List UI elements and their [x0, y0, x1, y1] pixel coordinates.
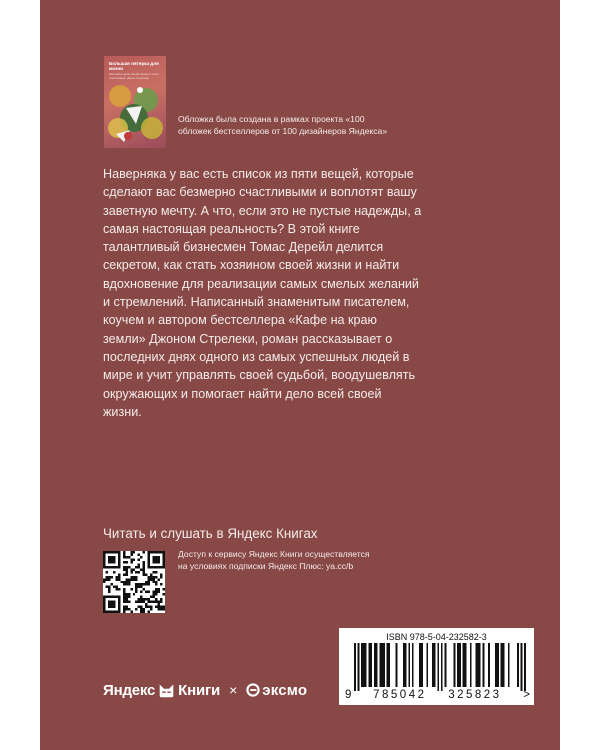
read-heading: Читать и слушать в Яндекс Книгах	[103, 526, 318, 541]
qr-code[interactable]	[103, 551, 165, 613]
thumbnail-title: Большая пятерка для жизни	[109, 61, 159, 72]
cat-icon	[158, 682, 175, 699]
isbn-barcode-box	[339, 628, 534, 705]
barcode-digits	[345, 689, 530, 701]
knigi-logo-text: Книги	[178, 681, 221, 699]
thumbnail-subtitle: Как найти дело своей жизни и стать счастливым. Джон Стрелеки	[109, 72, 160, 80]
access-text: Доступ к сервису Яндекс Книги осуществляется на условиях подписки Яндекс Плюс: ya.cc/b	[178, 549, 370, 571]
publisher-logos	[103, 678, 307, 702]
barcode-digit-first: 9	[345, 689, 352, 701]
logo-separator: ×	[229, 682, 238, 698]
barcode-digit-end: >	[523, 689, 530, 701]
thumbnail-artwork	[106, 78, 164, 146]
isbn-label: ISBN 978-5-04-232582-3	[386, 632, 487, 642]
barcode-digit-left: 785042	[373, 689, 427, 701]
book-description: Наверняка у вас есть список из пяти вещей, которые сделают вас безмерно счастливыми и воплотят вашу заветную мечту. А что, если это не пустые надежды, а самая настоящая реальность? В этой книге талантливый бизнесмен Томас Дерейл делится секретом, как стать хозяином своей жизни и найти вдохновение для реализации самых смелых желаний и стремлений. Написанный знаменитым писателем, коучем и автором бестселлера «Кафе на краю земли» Джоном Стрелеки, роман рассказывает о последних днях одного из самых успешных людей в мире и учит управлять своей судьбой, воодушевлять окружающих и помогает найти дело всей своей жизни.	[103, 167, 422, 419]
barcode-digit-right: 325823	[448, 689, 502, 701]
thumbnail-caption: Обложка была создана в рамках проекта «100 обложек бестселлеров от 100 дизайнеров Яндекса»	[178, 114, 388, 136]
back-cover	[40, 0, 560, 750]
barcode	[354, 643, 526, 691]
yandex-logo-text: Яндекс	[103, 681, 156, 699]
cover-thumbnail	[104, 56, 166, 148]
eksmo-logo-text: эксмо	[262, 681, 308, 699]
eksmo-icon	[246, 683, 260, 697]
